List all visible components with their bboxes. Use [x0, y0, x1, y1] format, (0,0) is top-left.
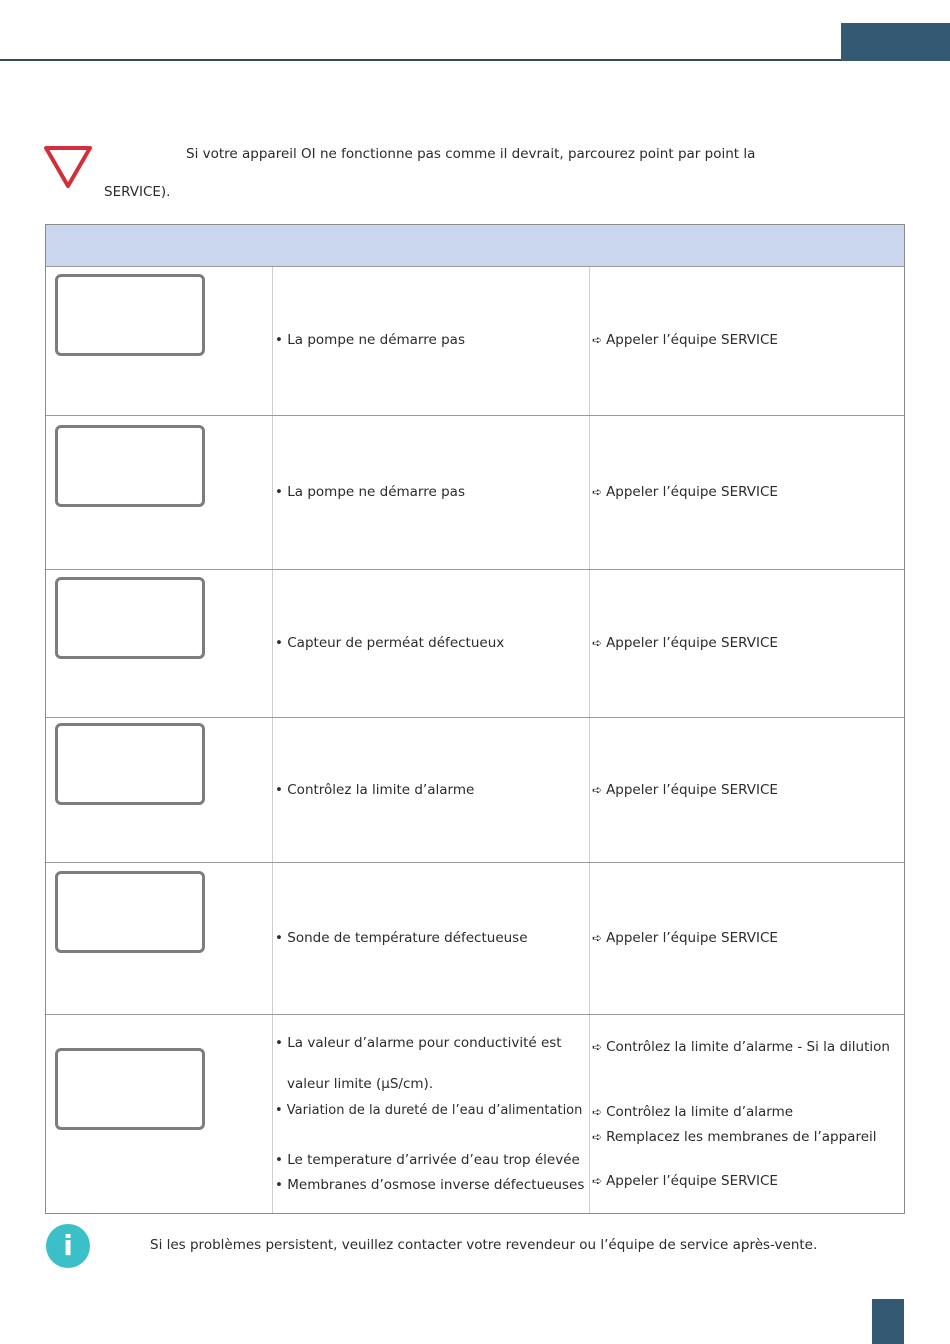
remedy-text: ➪ Contrôlez la limite d’alarme - Si la dilution — [592, 1039, 890, 1055]
footer-note: Si les problèmes persistent, veuillez contacter votre revendeur ou l’équipe de service après-vente. — [150, 1237, 818, 1253]
row-divider — [46, 266, 904, 267]
header-rule — [0, 59, 842, 61]
display-image — [55, 1048, 205, 1130]
remedy-text: ➪ Appeler l’équipe SERVICE — [592, 332, 778, 348]
column-divider — [272, 266, 273, 1213]
display-image — [55, 871, 205, 953]
remedy-text: ➪ Appeler l’équipe SERVICE — [592, 782, 778, 798]
remedy-text: ➪ Appeler l’équipe SERVICE — [592, 635, 778, 651]
row-divider — [46, 717, 904, 718]
display-image — [55, 723, 205, 805]
cause-text: • Variation de la dureté de l’eau d’alimentation — [275, 1103, 583, 1118]
info-icon: i — [46, 1224, 90, 1268]
arrow-right-icon: ➪ — [592, 1130, 603, 1144]
remedy-text: ➪ Contrôlez la limite d’alarme — [592, 1104, 794, 1120]
cause-text: • La pompe ne démarre pas — [275, 332, 465, 348]
cause-text: • Contrôlez la limite d’alarme — [275, 782, 475, 798]
header-block — [841, 23, 950, 61]
arrow-right-icon: ➪ — [592, 783, 603, 797]
cause-text: valeur limite (µS/cm). — [287, 1076, 434, 1092]
table-header — [46, 225, 904, 266]
remedy-text: ➪ Appeler l’équipe SERVICE — [592, 930, 778, 946]
cause-text: • La pompe ne démarre pas — [275, 484, 465, 500]
cause-text: • Capteur de perméat défectueux — [275, 635, 505, 651]
arrow-right-icon: ➪ — [592, 485, 603, 499]
remedy-text: ➪ Remplacez les membranes de l’appareil — [592, 1129, 877, 1145]
row-divider — [46, 415, 904, 416]
arrow-right-icon: ➪ — [592, 333, 603, 347]
page-number-block — [872, 1299, 904, 1344]
display-image — [55, 577, 205, 659]
remedy-text: ➪ Appeler l’équipe SERVICE — [592, 1173, 778, 1189]
arrow-right-icon: ➪ — [592, 1105, 603, 1119]
arrow-right-icon: ➪ — [592, 1040, 603, 1054]
cause-text: • La valeur d’alarme pour conductivité est — [275, 1035, 562, 1051]
column-divider — [589, 266, 590, 1213]
cause-text: • Membranes d’osmose inverse défectueuses — [275, 1177, 585, 1193]
arrow-right-icon: ➪ — [592, 931, 603, 945]
display-image — [55, 425, 205, 507]
remedy-text: ➪ Appeler l’équipe SERVICE — [592, 484, 778, 500]
arrow-right-icon: ➪ — [592, 1174, 603, 1188]
cause-text: • Sonde de température défectueuse — [275, 930, 528, 946]
row-divider — [46, 569, 904, 570]
intro-text-line1: Si votre appareil OI ne fonctionne pas comme il devrait, parcourez point par point la — [186, 146, 756, 162]
arrow-right-icon: ➪ — [592, 636, 603, 650]
cause-text: • Le temperature d’arrivée d’eau trop élevée — [275, 1152, 580, 1168]
row-divider — [46, 1014, 904, 1015]
warning-triangle-icon — [44, 145, 92, 189]
intro-text-line2: SERVICE). — [104, 184, 171, 200]
row-divider — [46, 862, 904, 863]
display-image — [55, 274, 205, 356]
